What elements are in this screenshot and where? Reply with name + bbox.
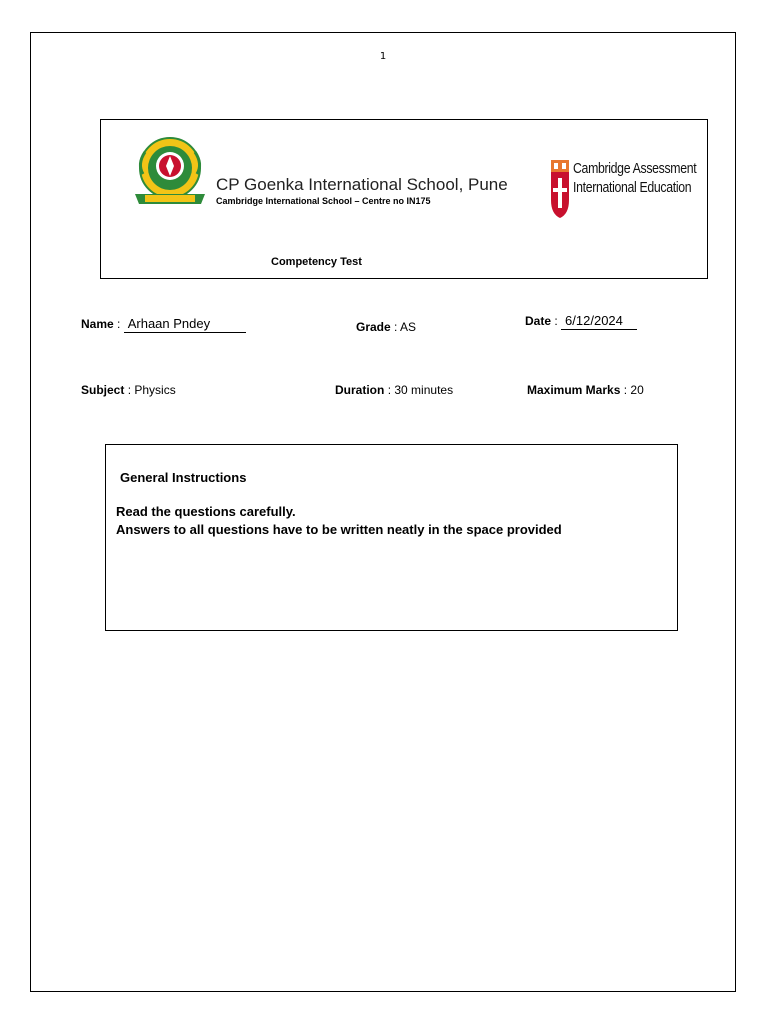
- name-label: Name: [81, 317, 114, 331]
- duration-label: Duration: [335, 383, 385, 397]
- grade-label: Grade: [356, 320, 391, 334]
- duration-value: 30 minutes: [394, 383, 454, 397]
- subject-label: Subject: [81, 383, 125, 397]
- subject-field: [81, 383, 176, 397]
- cambridge-shield-icon: [551, 160, 569, 218]
- instructions-title: General Instructions: [120, 470, 247, 485]
- max-marks-separator: :: [623, 383, 628, 397]
- cambridge-wordmark: [573, 160, 723, 196]
- school-header: [100, 119, 708, 279]
- date-label: Date: [525, 314, 552, 328]
- instruction-line: Answers to all questions have to be written neatly in the space provided: [116, 522, 562, 537]
- date-value: 6/12/2024: [561, 313, 637, 330]
- max-marks-field: [527, 383, 644, 397]
- subject-separator: :: [127, 383, 132, 397]
- grade-value: AS: [400, 320, 417, 334]
- test-title: Competency Test: [271, 256, 362, 268]
- max-marks-label: Maximum Marks: [527, 383, 621, 397]
- page-number: 1: [379, 51, 387, 62]
- grade-separator: :: [394, 320, 398, 334]
- cambridge-line1: Cambridge Assessment: [573, 160, 697, 177]
- school-crest-icon: [131, 134, 209, 210]
- name-field: [81, 316, 246, 333]
- school-name: CP Goenka International School, Pune: [216, 175, 508, 194]
- date-field: [525, 313, 637, 330]
- subject-value: Physics: [134, 383, 176, 397]
- duration-field: [335, 383, 453, 397]
- name-value: Arhaan Pndey: [124, 316, 246, 333]
- max-marks-value: 20: [630, 383, 644, 397]
- name-separator: :: [117, 317, 121, 331]
- instructions-box: [105, 444, 678, 631]
- cambridge-line2: International Education: [573, 179, 692, 196]
- school-subtitle: Cambridge International School – Centre no IN175: [216, 196, 431, 206]
- document-page: [30, 32, 736, 992]
- grade-field: [356, 320, 416, 334]
- date-separator: :: [554, 314, 558, 328]
- instruction-line: Read the questions carefully.: [116, 504, 296, 519]
- duration-separator: :: [387, 383, 392, 397]
